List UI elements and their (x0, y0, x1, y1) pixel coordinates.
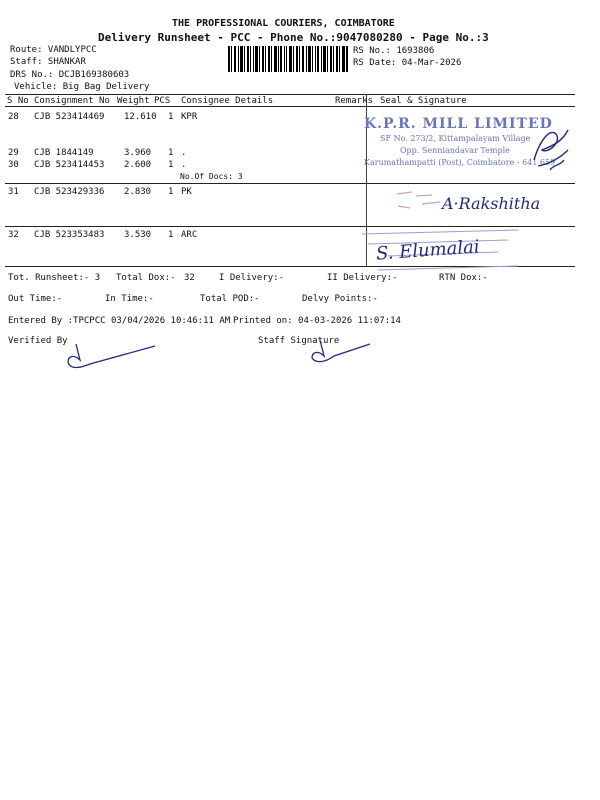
rs-number: RS No.: 1693806 (353, 46, 435, 56)
table-row-weight: 2.830 (124, 187, 152, 197)
tot-runsheet: Tot. Runsheet:- 3 (8, 273, 101, 283)
table-row-consignment: CJB 523414469 (34, 112, 105, 122)
rs-date: RS Date: 04-Mar-2026 (353, 58, 462, 68)
staff-signature-label: Staff Signature (258, 336, 340, 346)
total-dox-value: 32 (184, 273, 195, 283)
table-row-sno: 31 (8, 187, 19, 197)
delvy-points: Delvy Points:- (302, 294, 378, 304)
table-row-weight: 12.610 (124, 112, 157, 122)
in-time: In Time:- (105, 294, 154, 304)
table-row-weight: 3.530 (124, 230, 152, 240)
total-dox-label: Total Dox:- (116, 273, 176, 283)
kpr-stamp-line: Karumathampatti (Post), Coimbatore - 641 659 (364, 158, 556, 167)
verifier-signature (60, 340, 160, 372)
drs-number: DRS No.: DCJB169380603 (10, 70, 130, 80)
table-row-weight: 3.960 (124, 148, 152, 158)
entered-by: Entered By :TPCPCC 03/04/2026 10:46:11 AM (8, 316, 231, 326)
staff-signature (300, 336, 380, 366)
table-row-consignment: CJB 1844149 (34, 148, 94, 158)
arc-signature: S. Elumalai (375, 236, 481, 265)
row-divider (5, 183, 575, 184)
col-seal: Seal & Signature (380, 96, 467, 106)
table-row-pcs: 1 (168, 112, 174, 122)
total-pod: Total POD:- (200, 294, 260, 304)
kpr-stamp-line: Opp. Senniandavar Temple (400, 146, 510, 155)
table-row-sno: 29 (8, 148, 19, 158)
table-row-sno: 30 (8, 160, 19, 170)
barcode (228, 46, 348, 72)
kpr-stamp-line: SF No. 273/2, Kittampalayam Village (380, 134, 531, 143)
printed-on: Printed on: 04-03-2026 11:07:14 (233, 316, 401, 326)
ii-delivery: II Delivery:- (327, 273, 398, 283)
staff-label: Staff: SHANKAR (10, 57, 86, 67)
table-row-consignee: KPR (181, 112, 198, 122)
table-row-sno: 28 (8, 112, 19, 122)
table-row-consignee: ARC (181, 230, 198, 240)
verified-by-label: Verified By (8, 336, 68, 346)
col-consignee: Consignee Details (181, 96, 274, 106)
table-row-consignee: . (181, 148, 187, 158)
table-row-pcs: 1 (168, 148, 174, 158)
company-name: THE PROFESSIONAL COURIERS, COIMBATORE (172, 18, 395, 29)
table-row-consignee: . (181, 160, 187, 170)
table-row-weight: 2.600 (124, 160, 152, 170)
route-label: Route: VANDLYPCC (10, 45, 97, 55)
i-delivery: I Delivery:- (219, 273, 285, 283)
table-row-consignment: CJB 523414453 (34, 160, 105, 170)
table-row-pcs: 1 (168, 187, 174, 197)
pk-signature: A·Rakshitha (442, 194, 541, 213)
table-row-pcs: 1 (168, 230, 174, 240)
vehicle-label: Vehicle: Big Bag Delivery (14, 82, 150, 92)
table-header-rule (5, 106, 575, 107)
rtn-dox: RTN Dox:- (439, 273, 488, 283)
kpr-signature (528, 120, 574, 176)
col-remarks: Remarks (335, 96, 373, 106)
col-sno: S No (7, 96, 29, 106)
out-time: Out Time:- (8, 294, 63, 304)
table-row-consignee: PK (181, 187, 192, 197)
kpr-stamp-title: K.P.R. MILL LIMITED (364, 116, 553, 132)
table-row-pcs: 1 (168, 160, 174, 170)
table-row-consignment: CJB 523429336 (34, 187, 105, 197)
table-row-consignment: CJB 523353483 (34, 230, 105, 240)
table-row-sno: 32 (8, 230, 19, 240)
col-weight: Weight (117, 96, 150, 106)
col-consignment: Consignment No (34, 96, 110, 106)
no-of-docs: No.Of Docs: 3 (180, 172, 243, 181)
table-top-rule (5, 94, 575, 95)
runsheet-title: Delivery Runsheet - PCC - Phone No.:9047080280 - Page No.:3 (98, 31, 489, 44)
col-pcs: PCS (154, 96, 171, 106)
